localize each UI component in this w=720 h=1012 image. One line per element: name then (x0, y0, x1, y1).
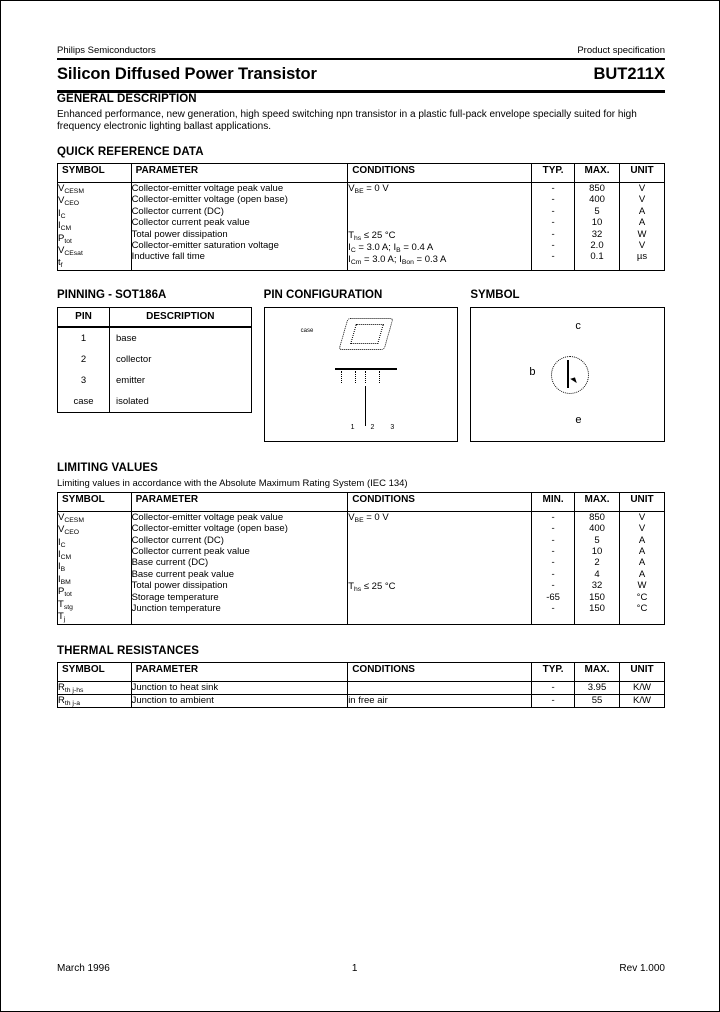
conditions-list (348, 512, 531, 617)
cell-line: 0.1 (590, 251, 604, 263)
cell-line: 10 (591, 546, 603, 558)
package-pins-icon (335, 371, 397, 385)
cell-line: 400 (589, 194, 605, 206)
cell-line: 400 (589, 523, 605, 535)
max-list (575, 183, 619, 263)
cell-line: - (551, 580, 555, 592)
pinning-table (57, 307, 252, 413)
limiting-values-heading: LIMITING VALUES (57, 461, 158, 474)
typ-cell: - (532, 694, 575, 707)
conditions-list (348, 183, 531, 267)
cell-line: 850 (589, 183, 605, 194)
table-body-row (58, 183, 665, 271)
cell-line: V (638, 183, 646, 194)
symbol-list (58, 512, 131, 624)
cell-line (348, 558, 531, 569)
cell-line: $I_B$ (58, 561, 66, 574)
pin-configuration-heading: PIN CONFIGURATION (263, 288, 383, 301)
symbol-cell: $R_{th j-hs}$ (58, 681, 132, 694)
cell-line: V (638, 194, 646, 206)
package-flange-icon (335, 368, 397, 370)
cell-line (348, 570, 531, 581)
cell-line: Collector current (DC) (131, 534, 224, 546)
table-row (58, 391, 252, 413)
col-symbol: SYMBOL (58, 662, 132, 681)
cell-line: $P_{tot}$ (58, 586, 72, 599)
page-title: Silicon Diffused Power Transistor (57, 65, 317, 83)
package-inner-outline-icon (350, 324, 384, 344)
limiting-values-note: Limiting values in accordance with the Absolute Maximum Rating System (IEC 134) (57, 477, 408, 489)
pin-configuration-column (264, 289, 459, 442)
cell-line: $V_{BE} = 0$ V (348, 183, 389, 195)
parameter-list (132, 512, 348, 615)
emitter-label: e (575, 413, 582, 426)
cell-line: $t_f$ (58, 257, 63, 270)
conditions-cell (348, 681, 532, 694)
symbol-list (58, 183, 131, 270)
cell-line (348, 547, 531, 558)
cell-line: Inductive fall time (131, 251, 205, 263)
col-pin: PIN (58, 307, 110, 327)
cell-line: $I_C$ (58, 536, 66, 549)
table-header-row (58, 164, 665, 183)
pin-number: 3 (58, 370, 110, 391)
cell-line: $V_{CEO}$ (58, 195, 80, 208)
pin-configuration-diagram (264, 307, 459, 442)
col-parameter: PARAMETER (131, 164, 348, 183)
cell-line: µs (636, 251, 648, 263)
cell-line: 2.0 (590, 240, 604, 252)
col-typ: TYP. (532, 164, 575, 183)
cell-line: - (551, 534, 555, 546)
parameter-list (132, 183, 348, 263)
cell-line (348, 594, 531, 605)
cell-line: $V_{CEsat}$ (58, 245, 83, 258)
cell-line: - (551, 217, 555, 229)
cell-line: A (638, 217, 646, 229)
cell-line: Collector current peak value (131, 217, 250, 229)
cell-line: - (551, 183, 555, 194)
col-typ: TYP. (532, 662, 575, 681)
cell-line: $I_{CM}$ (58, 220, 72, 233)
col-parameter: PARAMETER (131, 492, 348, 511)
page-footer (57, 963, 665, 974)
cell-line: Base current (DC) (131, 557, 209, 569)
pinning-section (57, 289, 665, 442)
col-max: MAX. (575, 492, 620, 511)
conditions-cell: in free air (348, 694, 532, 707)
cell-line: $V_{CESM}$ (58, 183, 84, 195)
cell-line: A (638, 568, 646, 580)
cell-line: - (551, 523, 555, 535)
col-symbol: SYMBOL (58, 164, 132, 183)
unit-cell: K/W (619, 681, 664, 694)
unit-list (620, 183, 664, 263)
table-header-row (58, 662, 665, 681)
cell-line: Junction temperature (131, 603, 221, 615)
cell-line: 150 (589, 591, 605, 603)
cell-line: - (551, 194, 555, 206)
footer-date: March 1996 (57, 963, 110, 974)
thermal-resistances-heading: THERMAL RESISTANCES (57, 644, 200, 657)
document-header (57, 45, 665, 58)
cell-line: °C (636, 591, 648, 603)
max-cell: 55 (575, 694, 620, 707)
cell-line: 10 (591, 217, 603, 229)
col-max: MAX. (575, 662, 620, 681)
cell-line: $I_{Cm} = 3.0$ A; $I_{Bon} = 0.3$ A (348, 254, 447, 267)
table-row (58, 349, 252, 370)
cell-line: Storage temperature (131, 591, 219, 603)
pin-numbers-label: 1 2 3 (350, 423, 402, 431)
collector-label: c (575, 319, 581, 332)
table-row (58, 681, 665, 694)
cell-line: -65 (546, 591, 560, 603)
cell-line: $V_{BE} = 0$ V (348, 511, 389, 524)
cell-line: $V_{CEO}$ (58, 524, 80, 537)
cell-line: $T_{hs} \le 25$ °C (348, 581, 396, 594)
cell-line: Collector current (DC) (131, 205, 224, 217)
cell-line (348, 524, 531, 535)
limiting-values-table (57, 492, 665, 625)
cell-line: W (637, 580, 647, 592)
document-type: Product specification (577, 45, 665, 56)
cell-line: 32 (591, 580, 603, 592)
general-description-heading: GENERAL DESCRIPTION (57, 93, 197, 105)
cell-line: 2 (594, 557, 600, 569)
pin-number: case (58, 391, 110, 413)
cell-line: $I_{BM}$ (58, 573, 71, 586)
title-row (57, 60, 665, 90)
cell-line: Collector-emitter voltage peak value (131, 511, 284, 523)
case-label: case (300, 327, 314, 334)
general-description-text: Enhanced performance, new generation, high speed switching npn transistor in a plastic full-pack envelope specially suited for high frequency electronic lighting ballast applications. (57, 109, 637, 132)
cell-line: A (638, 546, 646, 558)
cell-line: 5 (594, 534, 600, 546)
cell-line: V (638, 511, 646, 523)
cell-line: Total power dissipation (131, 580, 228, 592)
cell-line: $P_{tot}$ (58, 232, 72, 245)
cell-line: A (638, 534, 646, 546)
cell-line: Collector-emitter voltage (open base) (131, 523, 288, 535)
typ-cell: - (532, 681, 575, 694)
cell-line: $I_C$ (58, 207, 66, 220)
cell-line (348, 207, 531, 218)
cell-line (348, 536, 531, 547)
col-symbol: SYMBOL (58, 492, 132, 511)
col-description: DESCRIPTION (110, 307, 252, 327)
cell-line: A (638, 557, 646, 569)
cell-line: Collector-emitter voltage peak value (131, 183, 284, 194)
cell-line: Collector current peak value (131, 546, 250, 558)
max-list (575, 512, 619, 615)
cell-line: 150 (589, 603, 605, 615)
unit-list (620, 512, 664, 615)
symbol-heading: SYMBOL (470, 288, 520, 301)
table-row (58, 694, 665, 707)
table-row (58, 327, 252, 349)
transistor-circle-icon (551, 356, 589, 394)
cell-line: 4 (594, 568, 600, 580)
cell-line: $V_{CESM}$ (58, 511, 84, 524)
cell-line: W (637, 228, 647, 240)
unit-cell: K/W (619, 694, 664, 707)
cell-line: - (551, 205, 555, 217)
cell-line (348, 605, 531, 616)
col-conditions: CONDITIONS (348, 492, 532, 511)
typ-list (532, 183, 574, 263)
col-parameter: PARAMETER (131, 662, 348, 681)
cell-line: - (551, 240, 555, 252)
min-list (532, 512, 574, 615)
pin-number: 2 (58, 349, 110, 370)
cell-line: V (638, 523, 646, 535)
table-body-row (58, 511, 665, 624)
pin-description: emitter (116, 374, 146, 386)
col-max: MAX. (575, 164, 620, 183)
quick-reference-table (57, 163, 665, 271)
cell-line (348, 218, 531, 229)
cell-line: - (551, 603, 555, 615)
pin-description: collector (116, 353, 152, 365)
cell-line: 5 (594, 205, 600, 217)
cell-line (348, 195, 531, 206)
pin-description: isolated (116, 395, 149, 407)
transistor-base-bar-icon (567, 360, 569, 388)
cell-line: - (551, 511, 555, 523)
cell-line: °C (636, 603, 648, 615)
cell-line: - (551, 228, 555, 240)
cell-line: $T_j$ (58, 611, 66, 624)
pinning-heading: PINNING - SOT186A (57, 288, 167, 301)
thermal-resistances-table (57, 662, 665, 709)
table-header-row (58, 492, 665, 511)
table-row (58, 370, 252, 391)
cell-line: Collector-emitter voltage (open base) (131, 194, 288, 206)
symbol-cell: $R_{th j-a}$ (58, 694, 132, 707)
cell-line: A (638, 205, 646, 217)
cell-line: $T_{stg}$ (58, 598, 73, 611)
cell-line: 850 (589, 511, 605, 523)
footer-revision: Rev 1.000 (619, 963, 665, 974)
max-cell: 3.95 (575, 681, 620, 694)
cell-line: Collector-emitter saturation voltage (131, 240, 279, 252)
transistor-symbol-diagram (470, 307, 665, 442)
cell-line: Base current peak value (131, 568, 235, 580)
cell-line: $T_{hs} \le 25$ °C (348, 229, 396, 242)
cell-line: V (638, 240, 646, 252)
cell-line: $I_C = 3.0$ A; $I_B = 0.4$ A (348, 242, 434, 255)
page-content (57, 45, 665, 708)
pin-number: 1 (58, 327, 110, 349)
base-label: b (529, 365, 536, 378)
pinning-header-row (58, 307, 252, 327)
col-min: MIN. (532, 492, 575, 511)
col-unit: UNIT (619, 662, 664, 681)
cell-line: $I_{CM}$ (58, 549, 72, 562)
package-lead-icon (365, 386, 366, 426)
col-unit: UNIT (619, 164, 664, 183)
pin-description: base (116, 332, 137, 344)
symbol-column (470, 289, 665, 442)
col-unit: UNIT (619, 492, 664, 511)
company-name: Philips Semiconductors (57, 45, 156, 56)
cell-line: - (551, 546, 555, 558)
cell-line: 32 (591, 228, 603, 240)
cell-line: Total power dissipation (131, 228, 228, 240)
quick-reference-heading: QUICK REFERENCE DATA (57, 146, 204, 158)
footer-page-number: 1 (351, 963, 358, 974)
pinning-column (57, 289, 252, 442)
parameter-cell: Junction to ambient (131, 694, 348, 707)
cell-line: - (551, 251, 555, 263)
col-conditions: CONDITIONS (348, 164, 532, 183)
cell-line: - (551, 557, 555, 569)
col-conditions: CONDITIONS (348, 662, 532, 681)
part-number: BUT211X (593, 65, 665, 83)
parameter-cell: Junction to heat sink (131, 681, 348, 694)
cell-line: - (551, 568, 555, 580)
